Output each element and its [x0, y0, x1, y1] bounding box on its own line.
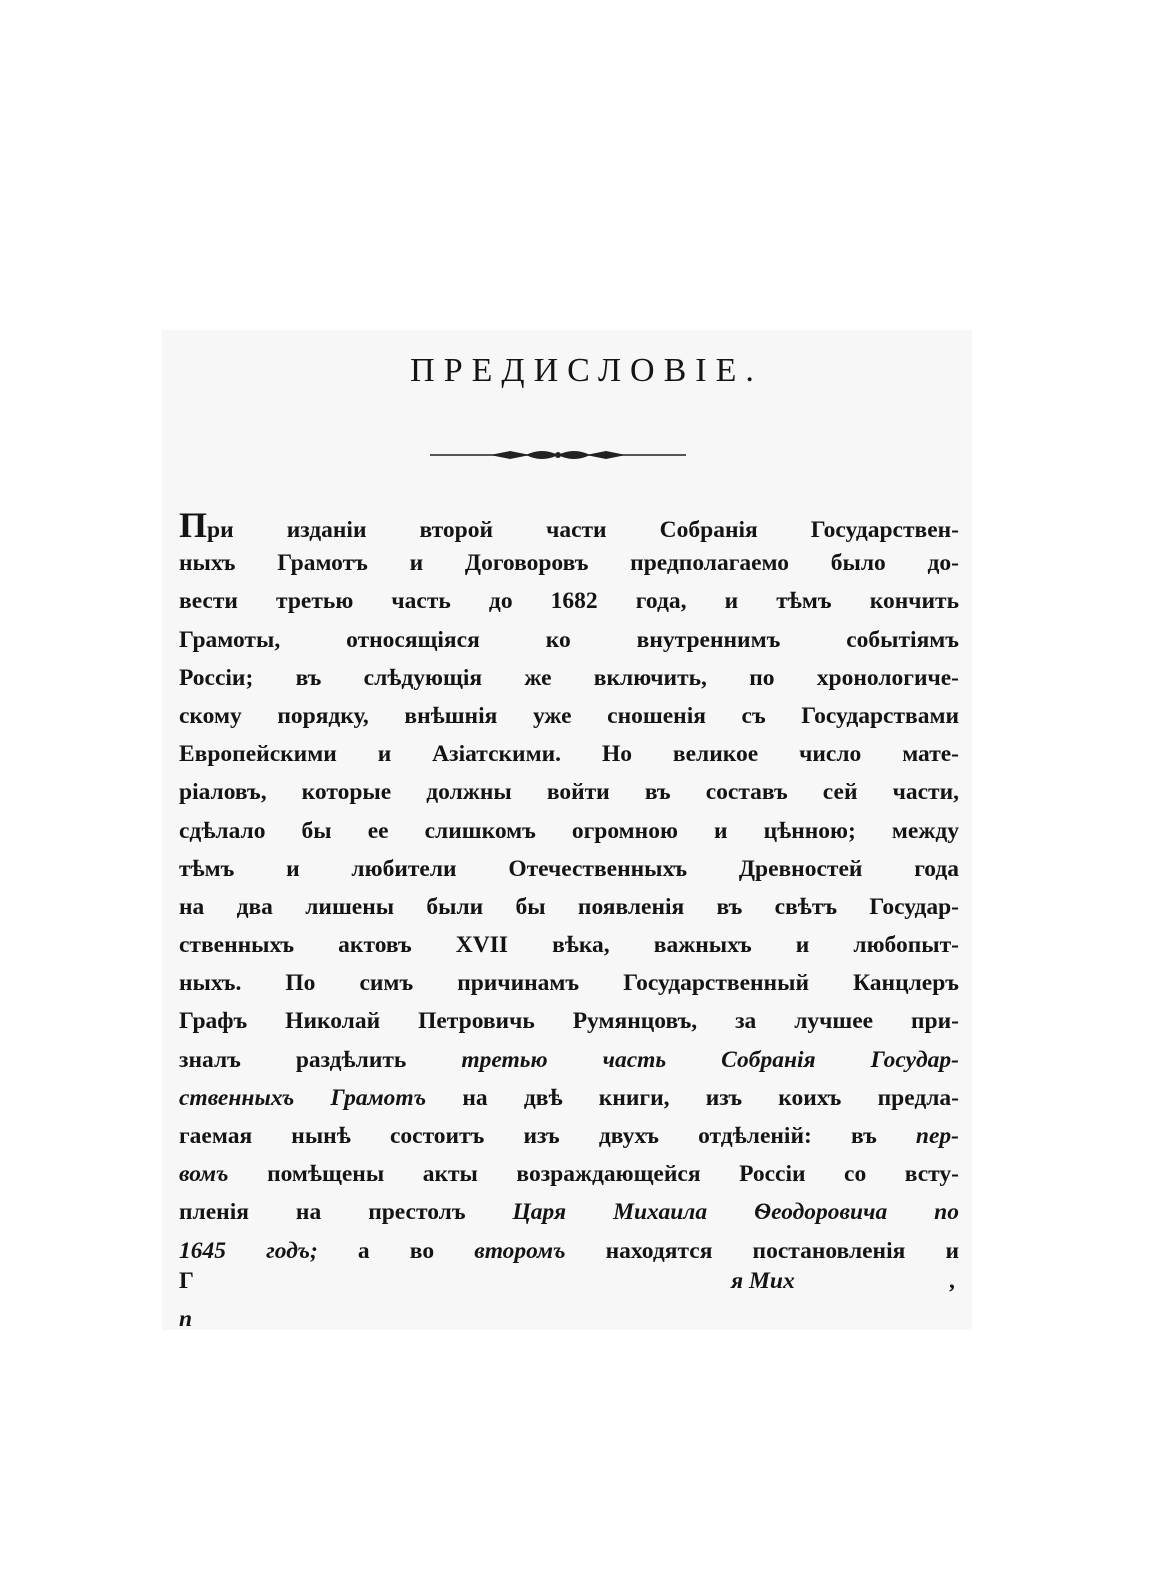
text-line: [179, 926, 959, 964]
text-line: [179, 812, 959, 850]
text-segment: вести третью часть до 1682 года, и тѣмъ кончить: [179, 588, 959, 615]
text-segment: ріаловъ, которые должны войти въ составъ сей части,: [179, 779, 959, 806]
drop-cap: П: [179, 506, 208, 545]
text-line: [179, 1155, 959, 1193]
text-segment: Россіи; въ слѣдующія же включить, по хронологиче-: [179, 664, 959, 691]
text-segment: ственныхъ актовъ XVII вѣка, важныхъ и любопыт-: [179, 932, 959, 959]
text-segment: Грамоты, относящіяся ко внутреннимъ событіямъ: [179, 626, 959, 653]
text-segment: скому порядку, внѣшнія уже сношенія съ Государствами: [179, 702, 959, 729]
text-line: [179, 582, 959, 620]
text-line: [179, 964, 959, 1002]
text-segment: находятся постановленія и: [565, 1237, 959, 1264]
cut-off-line-fragment: п: [179, 1306, 193, 1332]
text-line: [179, 544, 959, 582]
text-line: [179, 697, 959, 735]
italic-text-segment: Царя Михаила Ѳеодоровича по: [512, 1199, 959, 1226]
preface-text: [179, 506, 959, 1270]
text-line: [179, 659, 959, 697]
text-segment: тѣмъ и любители Отечественныхъ Древностей года: [179, 855, 959, 882]
text-segment: ри изданіи второй части Собранія Государствен-: [207, 517, 959, 543]
text-segment: Европейскими и Азіатскими. Но великое число мате-: [179, 741, 959, 768]
text-line: [179, 1002, 959, 1040]
text-segment: ныхъ Грамотъ и Договоровъ предполагаемо было до-: [179, 550, 959, 577]
text-segment: Графъ Николай Петровичь Румянцовъ, за лучшее при-: [179, 1008, 959, 1035]
text-line: [179, 1041, 959, 1079]
page-title: ПРЕДИСЛОВІЕ.: [410, 352, 763, 389]
text-line: [179, 1193, 959, 1231]
ornament-divider: [430, 447, 686, 463]
text-segment: помѣщены акты возраждающейся Россіи со всту-: [228, 1161, 959, 1188]
italic-text-segment: ственныхъ Грамотъ: [179, 1084, 427, 1111]
text-line: [179, 850, 959, 888]
text-segment: зналъ раздѣлить: [179, 1046, 462, 1073]
text-line: [179, 1079, 959, 1117]
text-segment: гаемая нынѣ состоитъ изъ двухъ отдѣленій: въ: [179, 1123, 916, 1149]
cut-off-fragment-right: ,: [949, 1268, 955, 1294]
text-segment: на два лишены были бы появленія въ свѣтъ Государ-: [179, 893, 959, 920]
text-segment: а во: [317, 1237, 475, 1264]
text-segment: сдѣлало бы ее слишкомъ огромною и цѣнною; между: [179, 817, 959, 844]
italic-text-segment: второмъ: [474, 1237, 566, 1264]
cut-off-fragment-middle: я Мих: [731, 1268, 795, 1294]
text-line: [179, 888, 959, 926]
italic-text-segment: третью часть Собранія Государ-: [461, 1046, 959, 1073]
text-segment: ныхъ. По симъ причинамъ Государственный Канцлеръ: [179, 970, 959, 997]
italic-text-segment: пер-: [915, 1123, 959, 1149]
cut-off-line: [179, 1268, 959, 1295]
italic-text-segment: вомъ: [179, 1161, 229, 1188]
text-line: [179, 773, 959, 811]
text-line: [179, 1117, 959, 1155]
text-segment: пленія на престолъ: [179, 1199, 513, 1226]
cut-off-fragment-left: Г: [179, 1268, 194, 1294]
text-line: [179, 735, 959, 773]
text-line: [179, 1232, 959, 1270]
italic-text-segment: 1645 годъ;: [179, 1237, 318, 1264]
text-line: [179, 621, 959, 659]
text-line: [179, 506, 959, 544]
text-segment: на двѣ книги, изъ коихъ предла-: [426, 1084, 959, 1111]
